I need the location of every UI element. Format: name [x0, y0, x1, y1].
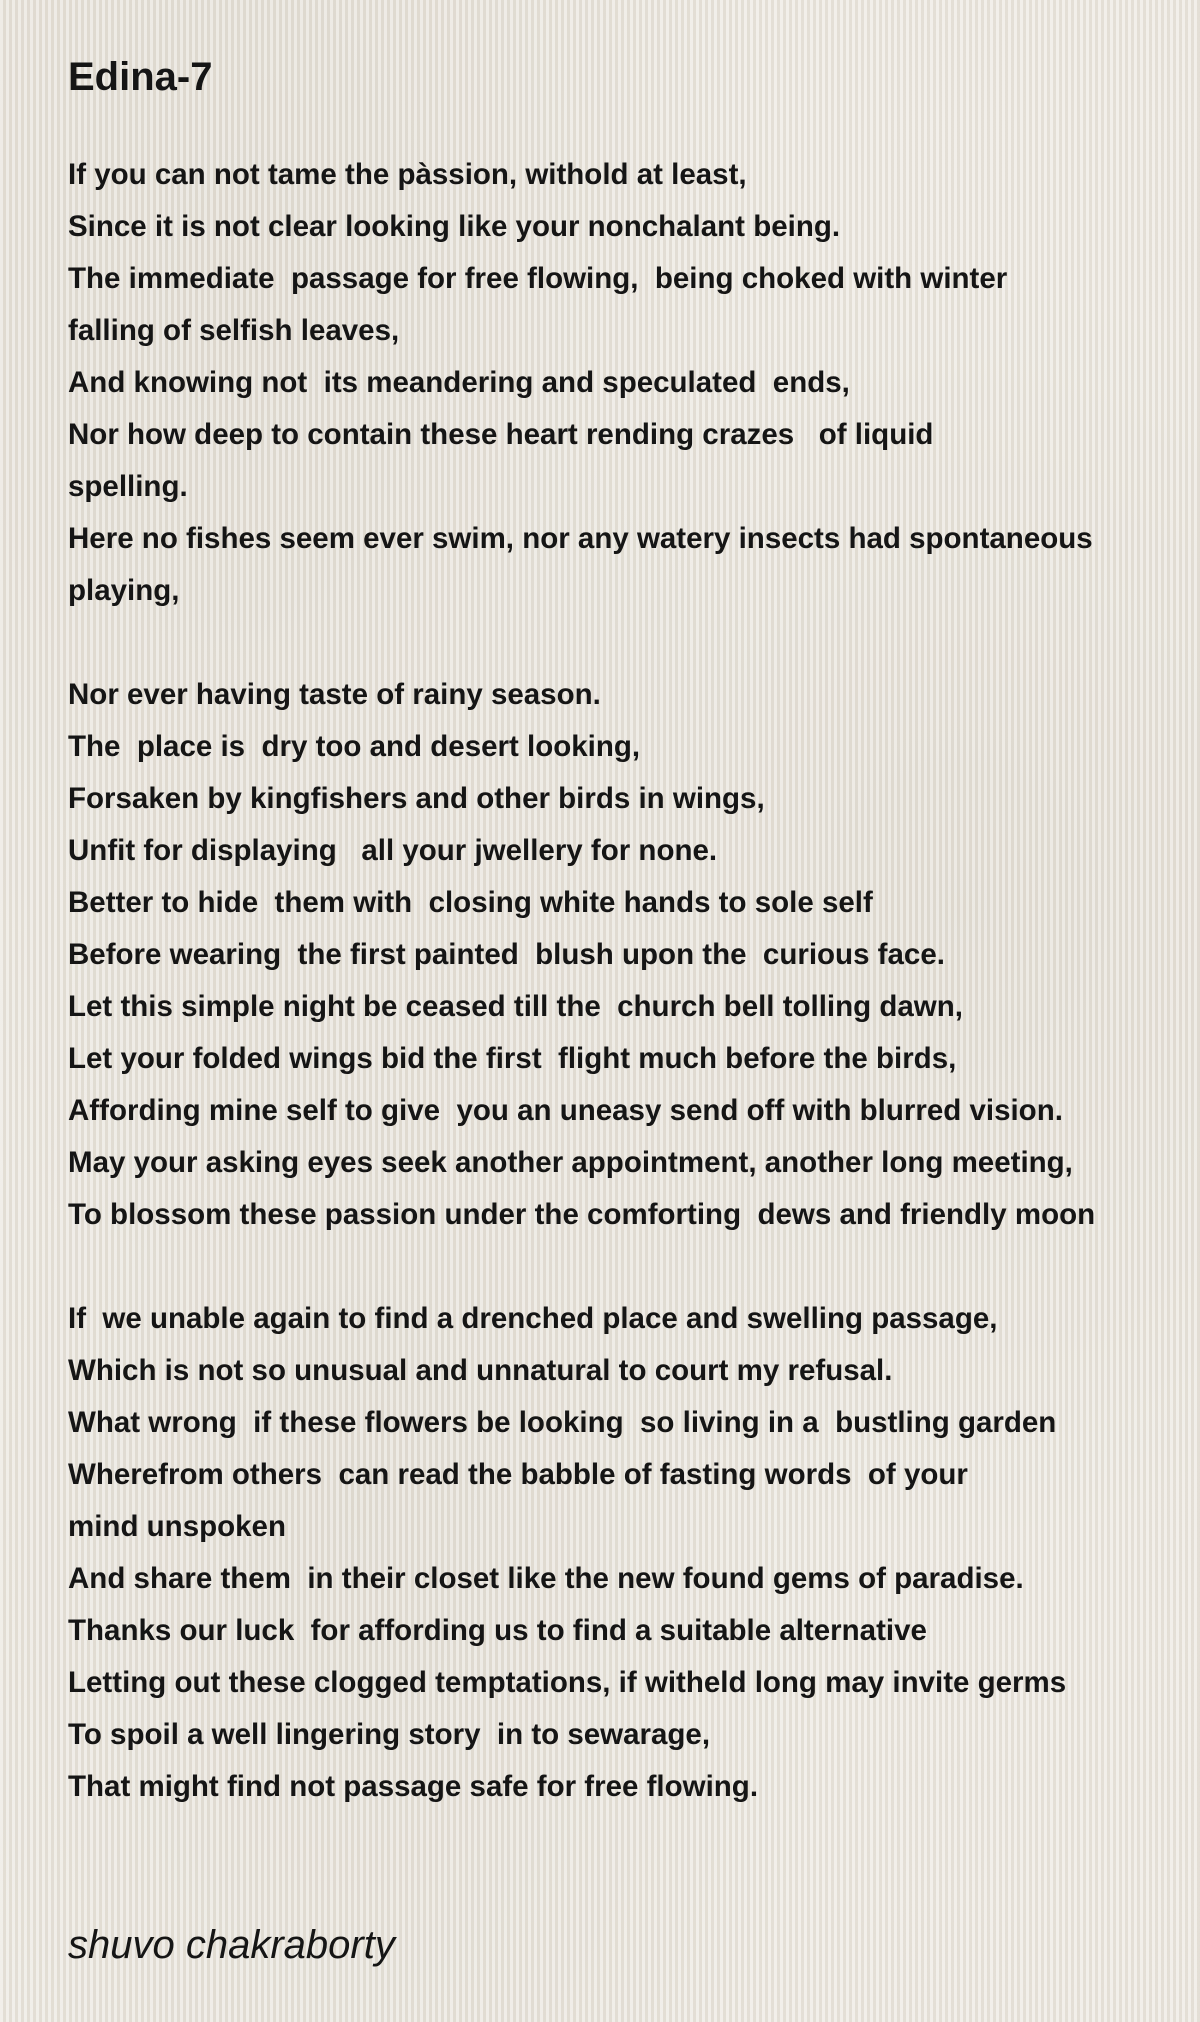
- poem-line: If we unable again to find a drenched place and swelling passage,: [68, 1302, 998, 1335]
- poem-line: Unfit for displaying all your jwellery for none.: [68, 834, 718, 867]
- poem-author: shuvo chakraborty: [68, 1923, 395, 1967]
- poem-line: Better to hide them with closing white hands to sole self: [68, 886, 873, 919]
- poem-line: Which is not so unusual and unnatural to court my refusal.: [68, 1354, 893, 1387]
- stanza-break: [68, 617, 1193, 669]
- poem-line: Affording mine self to give you an uneasy send off with blurred vision.: [68, 1094, 1063, 1127]
- poem-line: To spoil a well lingering story in to sewarage,: [68, 1718, 711, 1751]
- poem-line: The place is dry too and desert looking,: [68, 730, 641, 763]
- poem-line: Letting out these clogged temptations, if witheld long may invite germs: [68, 1666, 1067, 1699]
- poem-line: And knowing not its meandering and speculated ends,: [68, 366, 850, 399]
- poem-line: What wrong if these flowers be looking so living in a bustling garden: [68, 1406, 1057, 1439]
- poem-line: mind unspoken: [68, 1510, 286, 1543]
- poem-line: May your asking eyes seek another appointment, another long meeting,: [68, 1146, 1073, 1179]
- poem-line: Let your folded wings bid the first flight much before the birds,: [68, 1042, 957, 1075]
- poem-line: Here no fishes seem ever swim, nor any watery insects had spontaneous: [68, 522, 1093, 555]
- poem-line: Nor ever having taste of rainy season.: [68, 678, 601, 711]
- poem-line: Nor how deep to contain these heart rending crazes of liquid: [68, 418, 934, 451]
- poem-line: The immediate passage for free flowing, being choked with winter: [68, 262, 1008, 295]
- poem-line: Since it is not clear looking like your nonchalant being.: [68, 210, 841, 243]
- poem-line: Wherefrom others can read the babble of fasting words of your: [68, 1458, 968, 1491]
- poem-line: playing,: [68, 574, 180, 607]
- poem-line: falling of selfish leaves,: [68, 314, 400, 347]
- poem-line: Forsaken by kingfishers and other birds in wings,: [68, 782, 765, 815]
- poem-title: Edina-7: [68, 55, 213, 99]
- poem-body: [68, 149, 1193, 1813]
- stanza-break: [68, 1241, 1193, 1293]
- poem-line: Before wearing the first painted blush upon the curious face.: [68, 938, 945, 971]
- poem-line: That might find not passage safe for free flowing.: [68, 1770, 759, 1803]
- poem-line: If you can not tame the pàssion, withold at least,: [68, 158, 747, 191]
- poem-line: To blossom these passion under the comforting dews and friendly moon: [68, 1198, 1096, 1231]
- poem-line: And share them in their closet like the new found gems of paradise.: [68, 1562, 1024, 1595]
- poem-line: spelling.: [68, 470, 188, 503]
- poem-line: Let this simple night be ceased till the church bell tolling dawn,: [68, 990, 963, 1023]
- poem-line: Thanks our luck for affording us to find a suitable alternative: [68, 1614, 927, 1647]
